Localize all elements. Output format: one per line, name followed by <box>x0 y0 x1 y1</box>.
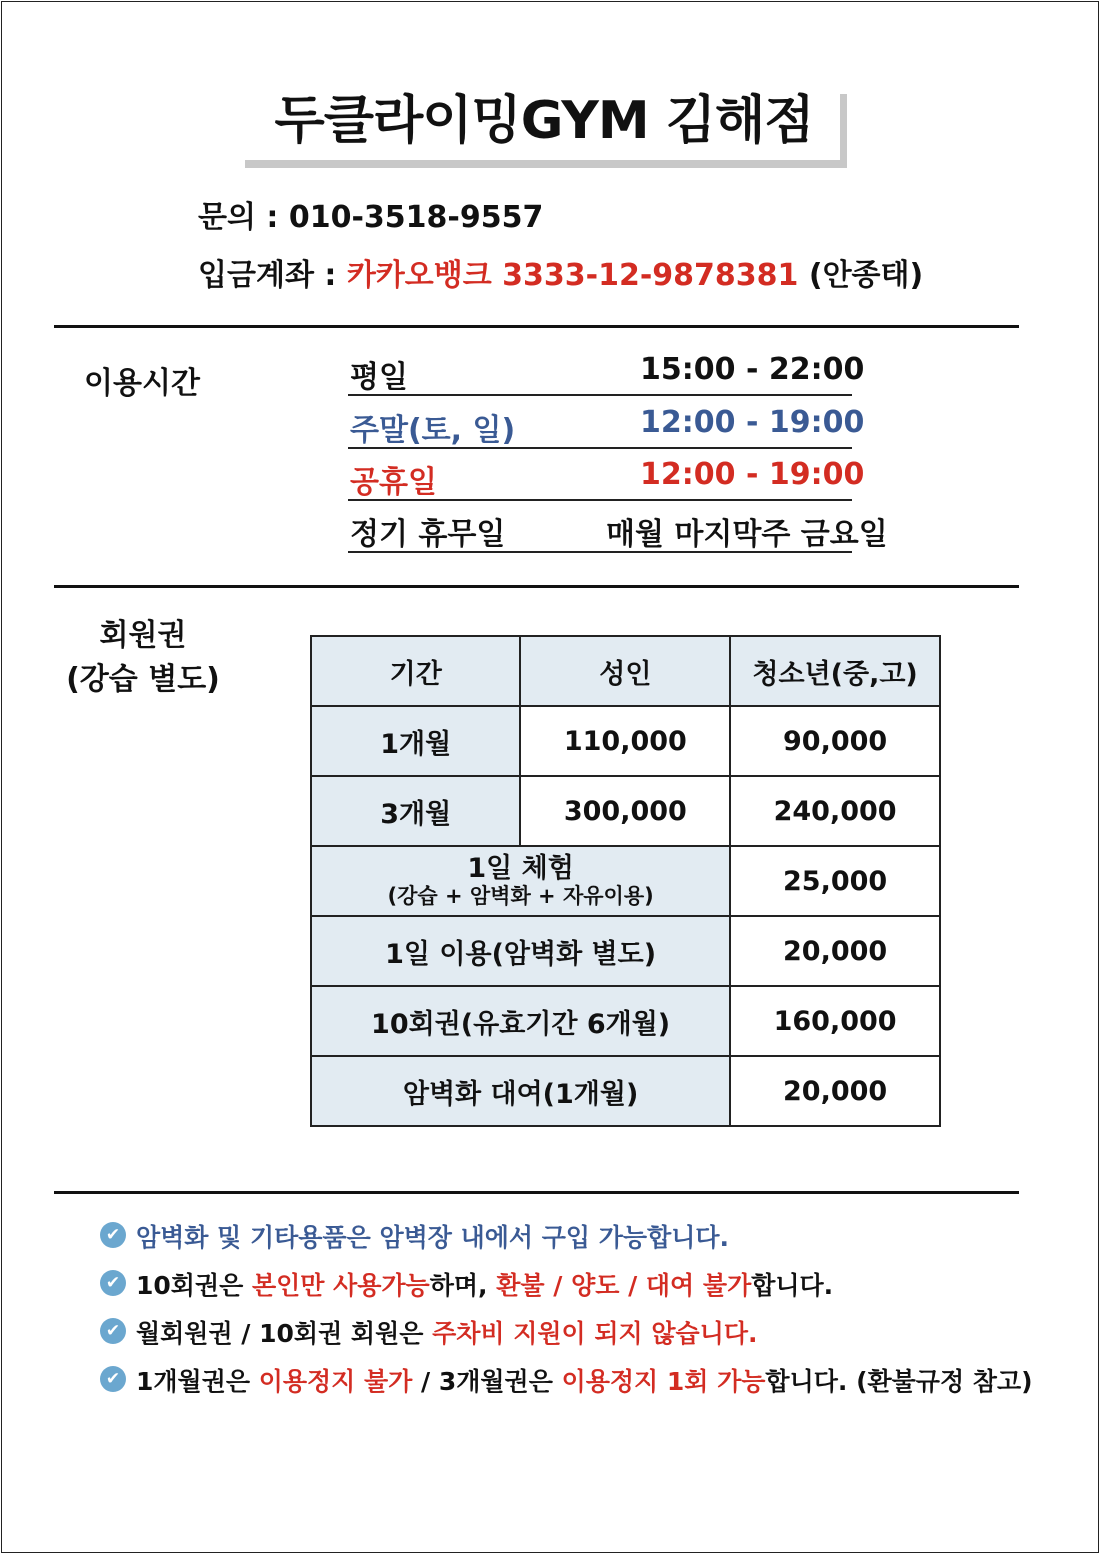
note-part: 암벽화 및 기타용품은 암벽장 내에서 구입 가능합니다. <box>136 1223 730 1252</box>
table-row <box>311 846 940 916</box>
contact-line <box>198 192 543 236</box>
price-cell: 20,000 <box>730 916 940 986</box>
note-part: 합니다. <box>751 1271 834 1300</box>
note-part: / 3개월권은 <box>412 1367 562 1396</box>
header-youth: 청소년(중,고) <box>730 636 940 706</box>
divider <box>54 1191 1019 1194</box>
hours-row-weekend <box>348 403 865 449</box>
header-period: 기간 <box>311 636 520 706</box>
hours-time: 12:00 - 19:00 <box>640 405 865 440</box>
period-cell: 암벽화 대여(1개월) <box>311 1056 730 1126</box>
adult-price: 300,000 <box>520 776 730 846</box>
membership-table <box>310 635 941 1127</box>
period-cell: 1일 이용(암벽화 별도) <box>311 916 730 986</box>
hours-name: 평일 <box>350 360 408 395</box>
check-circle-icon: ✔ <box>100 1270 126 1296</box>
note-text <box>136 1314 758 1350</box>
hours-row-closed <box>348 507 888 553</box>
note-text <box>136 1266 833 1302</box>
table-row <box>311 986 940 1056</box>
account-line <box>198 250 923 294</box>
hours-time: 15:00 - 22:00 <box>640 352 865 387</box>
note-part-highlight: 이용정지 1회 가능 <box>561 1367 766 1396</box>
hours-name: 주말(토, 일) <box>350 413 516 448</box>
table-row <box>311 916 940 986</box>
adult-price: 110,000 <box>520 706 730 776</box>
header-adult: 성인 <box>520 636 730 706</box>
price-cell: 20,000 <box>730 1056 940 1126</box>
note-text <box>136 1362 1033 1398</box>
divider <box>54 585 1019 588</box>
note-part-highlight: 주차비 지원이 되지 않습니다. <box>432 1319 758 1348</box>
table-header-row <box>311 636 940 706</box>
contact-phone: 010-3518-9557 <box>288 200 544 235</box>
hours-section-label: 이용시간 <box>84 366 200 401</box>
period-cell: 3개월 <box>311 776 520 846</box>
note-part-highlight: 이용정지 불가 <box>258 1367 413 1396</box>
account-holder: (안종태) <box>798 258 924 293</box>
hours-time: 매월 마지막주 금요일 <box>606 517 888 552</box>
price-cell: 160,000 <box>730 986 940 1056</box>
period-cell <box>311 846 730 916</box>
table-row <box>311 776 940 846</box>
note-part: 월회원권 / 10회권 회원은 <box>136 1319 433 1348</box>
account-label: 입금계좌 : <box>198 258 347 293</box>
note-text <box>136 1218 729 1254</box>
contact-label: 문의 : <box>198 200 289 235</box>
youth-price: 90,000 <box>730 706 940 776</box>
note-part-highlight: 환불 / 양도 / 대여 불가 <box>496 1271 752 1300</box>
note-part-highlight: 본인만 사용가능 <box>251 1271 430 1300</box>
check-circle-icon: ✔ <box>100 1366 126 1392</box>
note-part: 10회권은 <box>136 1271 252 1300</box>
note-part: 1개월권은 <box>136 1367 259 1396</box>
membership-section-label <box>58 614 228 702</box>
youth-price: 240,000 <box>730 776 940 846</box>
account-number: 카카오뱅크 3333-12-9878381 <box>346 258 799 293</box>
price-sheet <box>1 1 1099 1553</box>
note-part: 합니다. (환불규정 참고) <box>765 1367 1033 1396</box>
period-main: 1일 체험 <box>467 853 574 884</box>
check-circle-icon: ✔ <box>100 1222 126 1248</box>
hours-time: 12:00 - 19:00 <box>640 457 865 492</box>
hours-name: 정기 휴무일 <box>350 517 506 552</box>
table-row <box>311 706 940 776</box>
page-title: 두클라이밍GYM 김해점 <box>274 91 814 151</box>
divider <box>54 325 1019 328</box>
price-cell: 25,000 <box>730 846 940 916</box>
hours-row-holiday <box>348 455 865 501</box>
period-sub: (강습 + 암벽화 + 자유이용) <box>387 884 654 908</box>
membership-label-line2: (강습 별도) <box>66 662 220 697</box>
period-cell: 1개월 <box>311 706 520 776</box>
table-row <box>311 1056 940 1126</box>
hours-name: 공휴일 <box>350 465 437 500</box>
period-cell: 10회권(유효기간 6개월) <box>311 986 730 1056</box>
membership-label-line1: 회원권 <box>99 618 187 653</box>
title-underline <box>245 160 847 168</box>
note-part: 하며, <box>429 1271 497 1300</box>
check-circle-icon: ✔ <box>100 1318 126 1344</box>
hours-row-weekday <box>348 350 865 396</box>
